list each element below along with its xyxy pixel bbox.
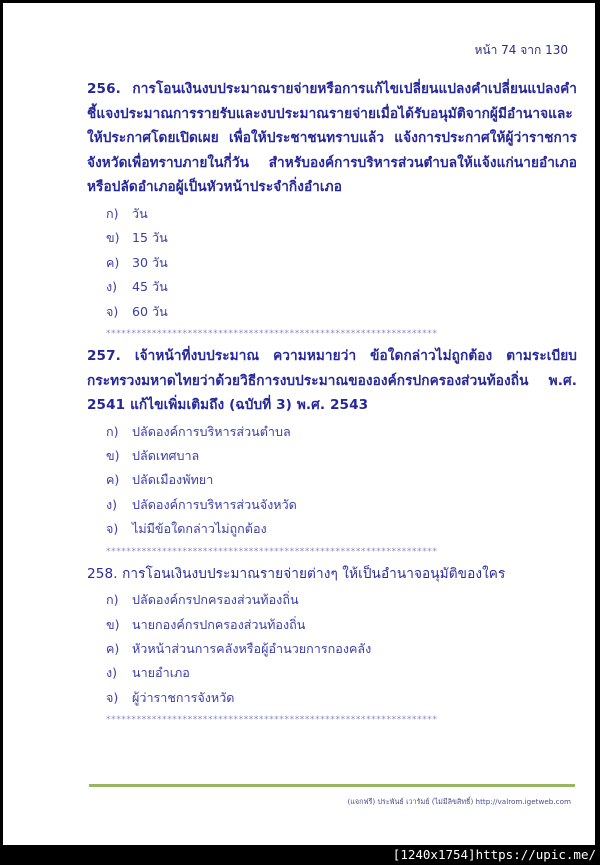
choice-letter: ค) — [106, 254, 120, 270]
choice-text: 45 วัน — [132, 279, 168, 295]
choice-letter: ค) — [106, 472, 120, 488]
choice-letter: ง) — [106, 665, 118, 681]
asterisk-separator: ***************************************************************** — [106, 715, 438, 726]
choice-item — [106, 422, 577, 446]
choice-list — [87, 590, 577, 712]
choice-text: ปลัดองค์กรปกครองส่วนท้องถิ่น — [132, 592, 299, 608]
choice-item — [106, 495, 577, 519]
choice-letter: ก) — [106, 423, 119, 439]
question-257 — [87, 344, 577, 558]
choice-letter: จ) — [106, 521, 119, 537]
question-256 — [87, 77, 577, 340]
image-caption: [1240x1754]https://upic.me/ — [392, 847, 596, 862]
choice-text: ปลัดองค์การบริหารส่วนจังหวัด — [132, 496, 297, 512]
choice-item — [106, 639, 577, 663]
choice-letter: ง) — [106, 279, 118, 295]
choice-item — [106, 615, 577, 639]
choice-text: 60 วัน — [132, 303, 168, 319]
page-content — [87, 77, 577, 730]
choice-item — [106, 446, 577, 470]
question-text: 256. การโอนเงินงบประมาณรายจ่ายหรือการแก้ไขเปลี่ยนแปลงคำเปลี่ยนแปลงคำชี้แจงประมาณการรายรับและงบประมาณรายจ่ายเมื่อได้รับอนุมัติจากผู้มีอำนาจและให้ประกาศโดยเปิดเผย เพื่อให้ประชาชนทราบแล้ว แจ้งการประกาศให้ผู้ว่าราชการจังหวัดเพื่อทราบภายในกี่วัน สำหรับองค์การบริหารส่วนตำบลให้แจ้งแก่นายอำเภอหรือปลัดอำเภอผู้เป็นหัวหน้าประจำกิ่งอำเภอ — [87, 81, 577, 196]
question-text: 258. การโอนเงินงบประมาณรายจ่ายต่างๆ ให้เป็นอำนาจอนุมัติของใคร — [87, 565, 506, 582]
question-text: 257. เจ้าหน้าที่งบประมาณ ความหมายว่า ข้อใดกล่าวไม่ถูกต้อง ตามระเบียบกระทรวงมหาดไทยว่าด้วยวิธีการงบประมาณขององค์กรปกครองส่วนท้องถิ่น พ.ศ. 2541 แก้ไขเพิ่มเติมถึง (ฉบับที่ 3) พ.ศ. 2543 — [87, 347, 577, 414]
choice-letter: ข) — [106, 616, 120, 632]
choice-item — [106, 228, 577, 252]
choice-text: นายอำเภอ — [132, 665, 190, 681]
choice-item — [106, 470, 577, 494]
asterisk-separator: ***************************************************************** — [106, 546, 438, 557]
choice-letter: จ) — [106, 303, 119, 319]
asterisk-separator: ***************************************************************** — [106, 328, 438, 339]
choice-text: ไม่มีข้อใดกล่าวไม่ถูกต้อง — [132, 521, 267, 537]
choice-text: นายกองค์กรปกครองส่วนท้องถิ่น — [132, 616, 306, 632]
choice-item — [106, 277, 577, 301]
choice-text: ปลัดองค์การบริหารส่วนตำบล — [132, 423, 291, 439]
choice-item — [106, 590, 577, 614]
choice-text: วัน — [132, 205, 148, 221]
choice-letter: ค) — [106, 641, 120, 657]
choice-letter: ก) — [106, 205, 119, 221]
choice-item — [106, 253, 577, 277]
choice-item — [106, 204, 577, 228]
choice-letter: ก) — [106, 592, 119, 608]
choice-letter: จ) — [106, 689, 119, 705]
choice-letter: ข) — [106, 448, 120, 464]
choice-letter: ข) — [106, 230, 120, 246]
choice-item — [106, 688, 577, 712]
choice-item — [106, 302, 577, 326]
choice-text: ผู้ว่าราชการจังหวัด — [132, 689, 235, 705]
choice-text: ปลัดเมืองพัทยา — [132, 472, 214, 488]
question-258 — [87, 562, 577, 727]
footer-credit: (แจกฟรี) ประพันธ์ เวารัมย์ (ไม่มีลิขสิทธิ์) http://valrom.igetweb.com — [347, 797, 571, 806]
choice-text: 15 วัน — [132, 230, 168, 246]
choice-text: 30 วัน — [132, 254, 168, 270]
choice-list — [87, 422, 577, 544]
footer-rule — [89, 784, 575, 787]
document-page — [3, 3, 595, 845]
choice-list — [87, 204, 577, 326]
page-indicator: หน้า 74 จาก 130 — [474, 43, 568, 57]
choice-item — [106, 519, 577, 543]
choice-letter: ง) — [106, 496, 118, 512]
choice-text: หัวหน้าส่วนการคลังหรือผู้อำนวยการกองคลัง — [132, 641, 372, 657]
choice-item — [106, 663, 577, 687]
choice-text: ปลัดเทศบาล — [132, 448, 200, 464]
